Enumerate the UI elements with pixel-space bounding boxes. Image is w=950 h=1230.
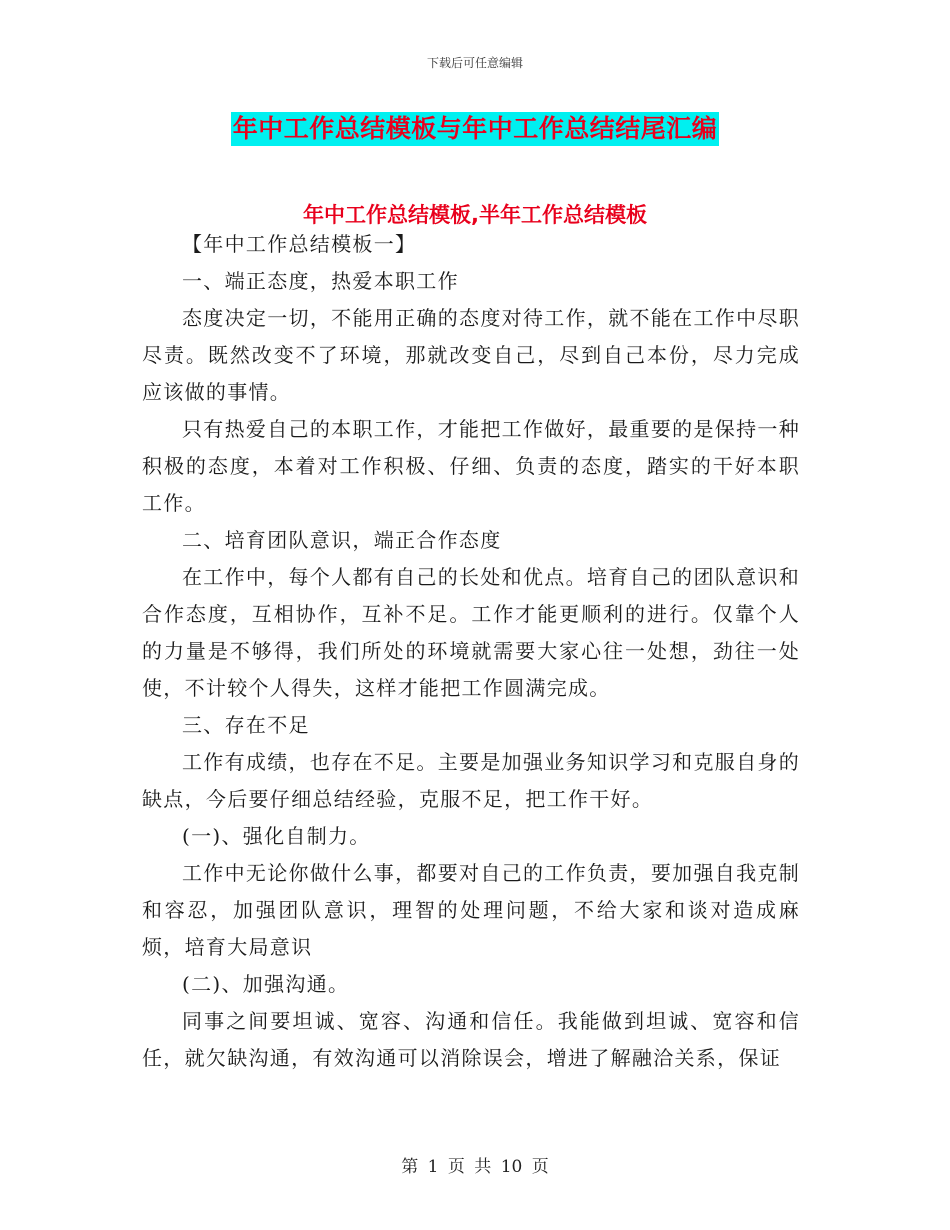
body-paragraph: 三、存在不足 bbox=[182, 713, 310, 737]
body-paragraph: 在工作中，每个人都有自己的长处和优点。培育自己的团队意识和合作态度，互相协作，互补不足。工作才能更顺利的进行。仅靠个人的力量是不够得，我们所处的环境就需要大家心往一处想，劲往一处使，不计较个人得失，这样才能把工作圆满完成。 bbox=[142, 565, 800, 700]
header-note: 下载后可任意编辑 bbox=[426, 56, 523, 70]
document-subtitle: 年中工作总结模板,半年工作总结模板 bbox=[303, 203, 647, 227]
body-paragraph: 工作中无论你做什么事，都要对自己的工作负责，要加强自我克制和容忍，加强团队意识，理智的处理问题，不给大家和谈对造成麻烦，培育大局意识 bbox=[142, 861, 800, 959]
page-number-footer: 第 1 页 共 10 页 bbox=[401, 1157, 549, 1177]
document-title: 年中工作总结模板与年中工作总结结尾汇编 bbox=[231, 112, 720, 146]
main-title-wrap bbox=[0, 112, 950, 146]
document-body bbox=[142, 226, 800, 1077]
body-paragraph: 同事之间要坦诚、宽容、沟通和信任。我能做到坦诚、宽容和信任，就欠缺沟通，有效沟通可以消除误会，增进了解融洽关系，保证 bbox=[142, 1009, 800, 1070]
body-paragraph: 【年中工作总结模板一】 bbox=[182, 232, 417, 256]
body-paragraph: 工作有成绩，也存在不足。主要是加强业务知识学习和克服自身的缺点，今后要仔细总结经验，克服不足，把工作干好。 bbox=[142, 750, 800, 811]
body-paragraph: 二、培育团队意识，端正合作态度 bbox=[182, 528, 502, 552]
body-paragraph: 一、端正态度，热爱本职工作 bbox=[182, 269, 459, 293]
body-paragraph: 态度决定一切，不能用正确的态度对待工作，就不能在工作中尽职尽责。既然改变不了环境，那就改变自己，尽到自己本份，尽力完成应该做的事情。 bbox=[142, 306, 800, 404]
body-paragraph: (一)、强化自制力。 bbox=[182, 824, 371, 848]
body-paragraph: (二)、加强沟通。 bbox=[182, 972, 350, 996]
body-paragraph: 只有热爱自己的本职工作，才能把工作做好，最重要的是保持一种积极的态度，本着对工作积极、仔细、负责的态度，踏实的干好本职工作。 bbox=[142, 417, 800, 515]
